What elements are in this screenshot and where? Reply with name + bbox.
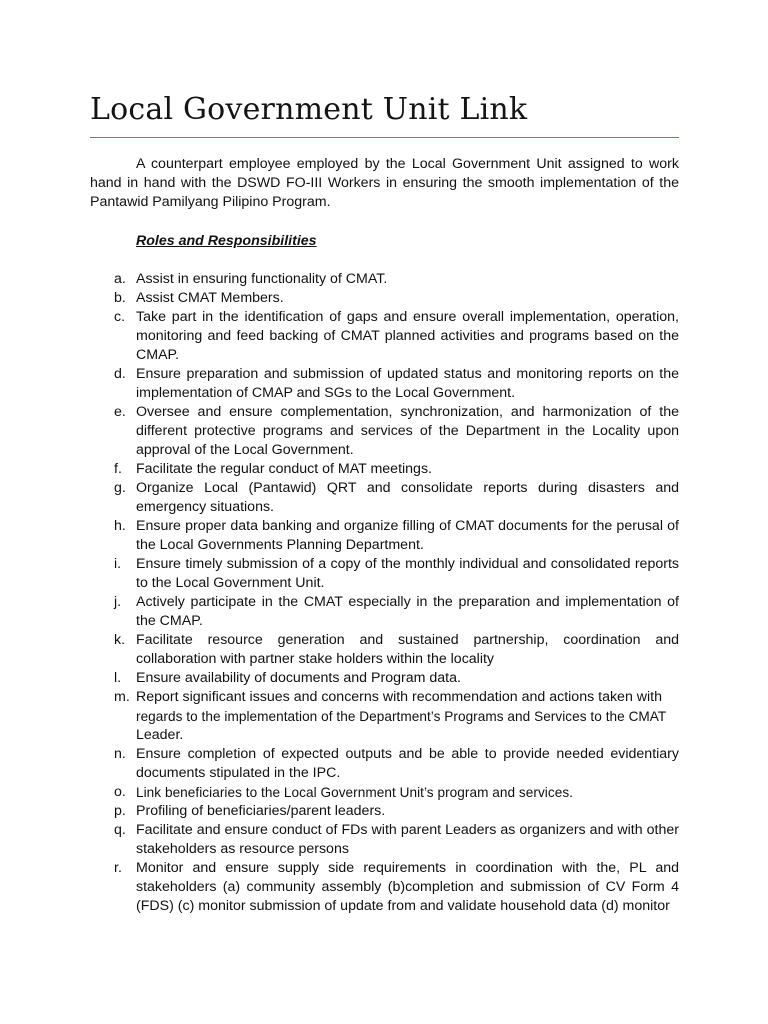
list-marker: g. <box>114 480 126 496</box>
list-marker: i. <box>114 556 122 572</box>
list-item-a <box>90 270 679 289</box>
list-item-n <box>90 745 679 783</box>
list-marker: m. <box>114 689 130 705</box>
page-title: Local Government Unit Link <box>90 92 528 127</box>
list-item-e <box>90 403 679 460</box>
list-marker: b. <box>114 290 126 306</box>
list-item-text: Report significant issues and concerns with recommendation and actions taken with <box>136 689 663 705</box>
list-item-text: Organize Local (Pantawid) QRT and consolidate reports during disasters and emergency situations. <box>136 480 679 515</box>
list-item-text: Ensure preparation and submission of updated status and monitoring reports on the implementation of CMAP and SGs to the Local Government. <box>136 366 679 401</box>
list-item-text: Assist in ensuring functionality of CMAT. <box>136 271 388 287</box>
list-marker: o. <box>114 784 126 800</box>
list-item-text: Link beneficiaries to the Local Government Unit’s program and services. <box>136 785 574 800</box>
list-marker: q. <box>114 822 126 838</box>
list-item-text: Assist CMAT Members. <box>136 290 284 306</box>
list-marker: c. <box>114 309 126 325</box>
list-marker: p. <box>114 803 126 819</box>
title-underline <box>90 137 679 138</box>
list-item-text: Oversee and ensure complementation, synchronization, and harmonization of the different protective programs and services of the Department in the Locality upon approval of the Local Government. <box>136 404 679 458</box>
list-item-l <box>90 669 679 688</box>
list-item-text: Ensure availability of documents and Program data. <box>136 670 461 686</box>
list-item-text: Actively participate in the CMAT especially in the preparation and implementation of the CMAP. <box>136 594 679 629</box>
list-marker: a. <box>114 271 126 287</box>
list-item-p <box>90 802 679 821</box>
list-marker: k. <box>114 632 126 648</box>
list-item-text: Ensure timely submission of a copy of the monthly individual and consolidated reports to the Local Government Unit. <box>136 556 679 591</box>
list-item-text-end: Leader. <box>136 727 184 743</box>
list-item-text: Facilitate resource generation and sustained partnership, coordination and collaboration with partner stake holders within the locality <box>136 632 679 667</box>
list-marker: r. <box>114 860 122 876</box>
list-item-i <box>90 555 679 593</box>
list-item-r <box>90 859 679 916</box>
list-item-j <box>90 593 679 631</box>
list-item-text: Facilitate and ensure conduct of FDs with parent Leaders as organizers and with other stakeholders as resource persons <box>136 822 679 857</box>
list-marker: n. <box>114 746 126 762</box>
list-item-c <box>90 308 679 365</box>
list-item-text: Ensure completion of expected outputs and be able to provide needed evidentiary documents stipulated in the IPC. <box>136 746 679 781</box>
list-marker: l. <box>114 670 122 686</box>
list-item-text: Profiling of beneficiaries/parent leaders. <box>136 803 386 819</box>
list-item-k <box>90 631 679 669</box>
list-item-text: Facilitate the regular conduct of MAT meetings. <box>136 461 432 477</box>
list-item-o <box>90 783 679 802</box>
list-marker: d. <box>114 366 126 382</box>
intro-paragraph: A counterpart employee employed by the Local Government Unit assigned to work hand in hand with the DSWD FO-III Workers in ensuring the smooth implementation of the Pantawid Pamilyang Pilipino Program. <box>90 156 679 210</box>
section-heading: Roles and Responsibilities <box>136 233 317 249</box>
list-item-text: Ensure proper data banking and organize filling of CMAT documents for the perusal of the Local Governments Planning Department. <box>136 518 679 553</box>
responsibilities-list <box>90 270 679 916</box>
list-marker: e. <box>114 404 126 420</box>
list-marker: h. <box>114 518 126 534</box>
list-marker: f. <box>114 461 122 477</box>
list-item-d <box>90 365 679 403</box>
list-item-text-continued: regards to the implementation of the Department’s Programs and Services to the CMAT <box>136 709 667 724</box>
list-item-b <box>90 289 679 308</box>
list-item-text: Take part in the identification of gaps and ensure overall implementation, operation, monitoring and feed backing of CMAT planned activities and programs based on the CMAP. <box>136 309 679 363</box>
list-item-f <box>90 460 679 479</box>
list-item-text: Monitor and ensure supply side requirements in coordination with the, PL and stakeholders (a) community assembly (b)completion and submission of CV Form 4 (FDS) (c) monitor submission of update from and validate household data (d) monitor <box>136 860 679 914</box>
list-marker: j. <box>114 594 122 610</box>
list-item-g <box>90 479 679 517</box>
list-item-q <box>90 821 679 859</box>
list-item-m <box>90 688 679 745</box>
list-item-h <box>90 517 679 555</box>
